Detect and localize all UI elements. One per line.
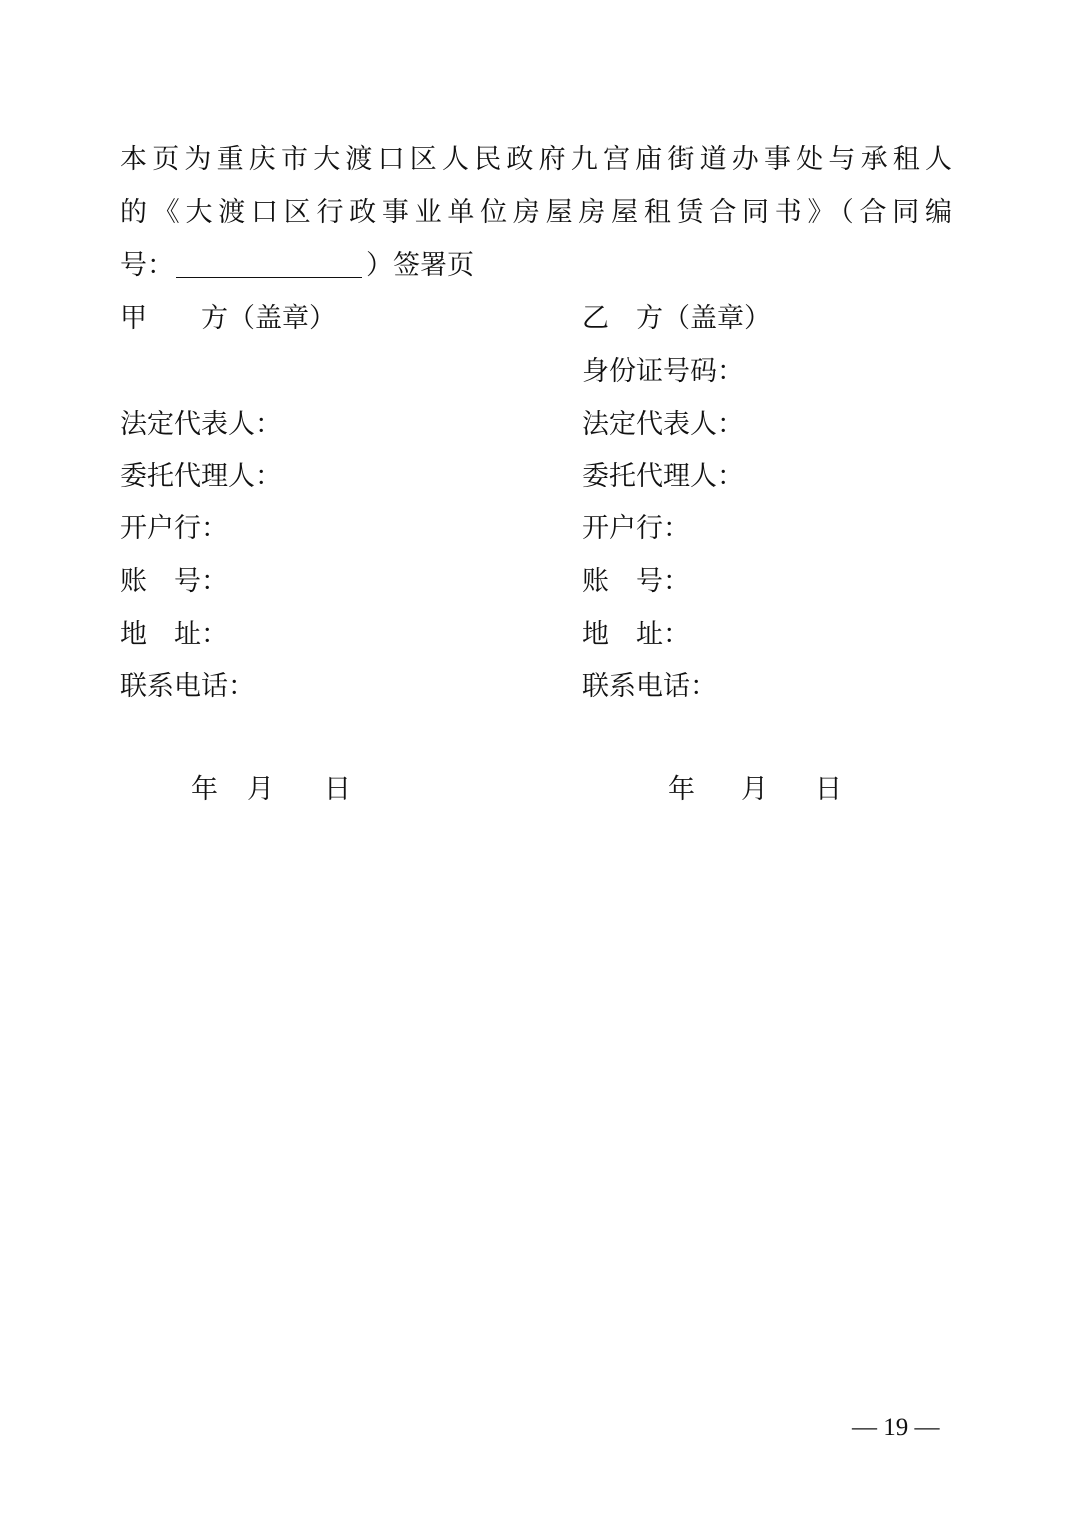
party-b-account: 账 号： <box>582 566 690 597</box>
party-b-date-day: 日 <box>815 774 842 805</box>
party-a-legal-rep: 法定代表人： <box>120 409 282 440</box>
party-a-agent: 委托代理人： <box>120 461 282 492</box>
contract-number-label: 号： <box>120 250 174 281</box>
party-b-id-number: 身份证号码： <box>582 356 744 387</box>
party-a-title: 甲 方（盖章） <box>120 303 336 334</box>
contract-number-blank <box>176 251 362 278</box>
party-b-address: 地 址： <box>582 619 690 650</box>
party-a-bank: 开户行： <box>120 513 228 544</box>
party-a-date-day: 日 <box>324 774 351 805</box>
party-b-agent: 委托代理人： <box>582 461 744 492</box>
party-a-date-year: 年 <box>191 774 218 805</box>
party-a-address: 地 址： <box>120 619 228 650</box>
party-b-bank: 开户行： <box>582 513 690 544</box>
intro-line-2: 的《大渡口区行政事业单位房屋房屋租赁合同书》（合同编 <box>120 197 952 228</box>
intro-line-1: 本页为重庆市大渡口区人民政府九宫庙街道办事处与承租人 <box>120 144 952 175</box>
page-number: — 19 — <box>852 1414 940 1441</box>
party-b-legal-rep: 法定代表人： <box>582 409 744 440</box>
party-a-phone: 联系电话： <box>120 671 255 702</box>
party-b-date-month: 月 <box>741 774 768 805</box>
party-b-date-year: 年 <box>668 774 695 805</box>
party-b-title: 乙 方（盖章） <box>582 303 771 334</box>
intro-line-3 <box>120 249 474 283</box>
signature-page-label: ）签署页 <box>366 250 474 281</box>
party-a-date-month: 月 <box>247 774 274 805</box>
party-a-account: 账 号： <box>120 566 228 597</box>
party-b-phone: 联系电话： <box>582 671 717 702</box>
